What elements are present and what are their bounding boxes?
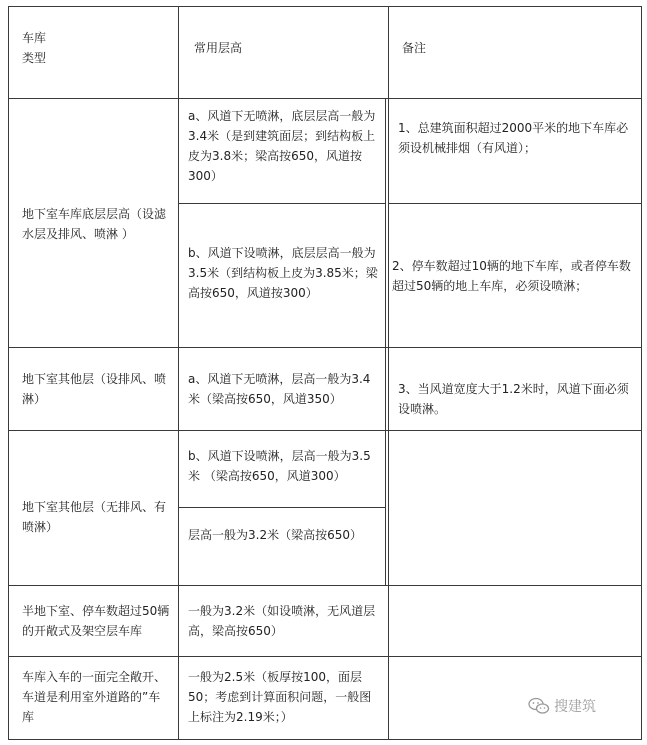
table-col-divider <box>385 98 386 586</box>
note-3: 3、当风道宽度大于1.2米时，风道下面必须设喷淋。 <box>398 382 629 416</box>
watermark-text: 搜建筑 <box>554 699 596 715</box>
note-1: 1、总建筑面积超过2000平米的地下车库必须设机械排烟（有风道）； <box>398 121 629 155</box>
wechat-icon <box>528 697 550 715</box>
table-rule <box>388 203 641 204</box>
height-basement-other-exhaust: a、风道下无喷淋，层高一般为3.4米（梁高按650，风道350） <box>188 372 371 406</box>
row-type-basement-bottom: 地下室车库底层层高（设滤水层及排风、喷淋 ） <box>22 207 167 241</box>
height-entrance: 一般为2.5米（板厚按100，面层50；考虑到计算面积问题，一般图上标注为2.19米；） <box>188 670 372 724</box>
watermark <box>528 696 596 716</box>
table-rule <box>8 430 641 431</box>
table-rule <box>178 203 385 204</box>
row-type-basement-other-exhaust: 地下室其他层（设排风、喷淋） <box>22 372 167 406</box>
height-c-basement-other: 层高一般为3.2米（梁高按650） <box>188 528 362 542</box>
table-rule <box>8 656 641 657</box>
height-b-basement-bottom: b、风道下设喷淋，底层层高一般为3.5米（到结构板上皮为3.85米；梁高按650，风道按300） <box>188 246 378 300</box>
table-col-divider <box>388 6 389 740</box>
height-b-basement-other: b、风道下设喷淋，层高一般为3.5米 （梁高按650，风道300） <box>188 449 371 483</box>
header-height: 常用层高 <box>194 41 243 55</box>
table-col-divider <box>178 6 179 740</box>
table-rule <box>8 347 641 348</box>
row-type-entrance: 车库入车的一面完全敞开、车道是利用室外道路的”车库 <box>22 670 167 724</box>
table-rule <box>8 98 641 99</box>
table-border-bottom <box>8 739 641 740</box>
note-2: 2、停车数超过10辆的地下车库，或者停车数超过50辆的地上车库，必须设喷淋； <box>392 259 631 293</box>
row-type-semi-basement: 半地下室、停车数超过50辆的开敞式及架空层车库 <box>22 604 170 638</box>
table-border-left <box>8 6 9 740</box>
header-type: 车库 类型 <box>22 31 47 65</box>
table-border-right <box>641 6 642 740</box>
row-type-basement-other-no-exhaust: 地下室其他层（无排风、有喷淋） <box>22 500 167 534</box>
header-notes: 备注 <box>402 41 427 55</box>
table-rule <box>8 585 641 586</box>
table-border-top <box>8 6 641 7</box>
table-rule <box>178 507 385 508</box>
height-a-basement-bottom: a、风道下无喷淋，底层层高一般为3.4米（是到建筑面层；到结构板上皮为3.8米；梁高按650，风道按300） <box>188 109 376 183</box>
height-semi-basement: 一般为3.2米（如设喷淋，无风道层高，梁高按650） <box>188 604 376 638</box>
